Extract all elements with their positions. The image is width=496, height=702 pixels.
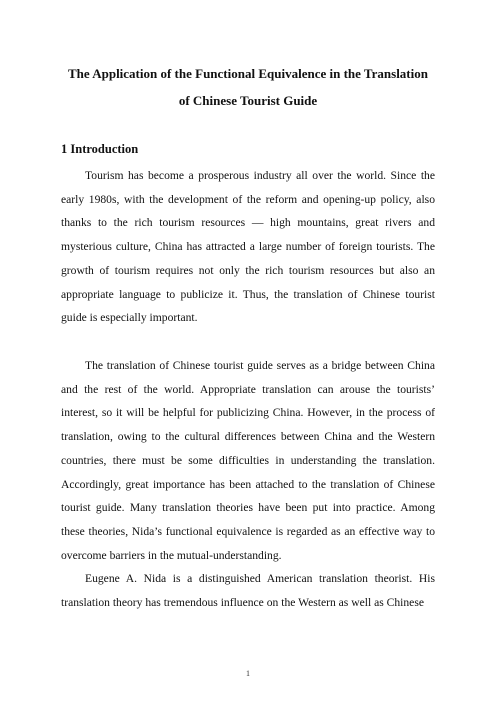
paragraph-3: Eugene A. Nida is a distinguished American translation theorist. His translation theory has tremendous influence on the Western as well as Chinese bbox=[61, 572, 435, 609]
paragraph-1: Tourism has become a prosperous industry all over the world. Since the early 1980s, with the development of the reform and opening-up policy, also thanks to the rich tourism resources — high mountains, great rivers and mysterious culture, China has attracted a large number of foreign tourists. The growth of tourism requires not only the rich tourism resources but also an appropriate language to publicize it. Thus, the translation of Chinese tourist guide is especially important. bbox=[61, 169, 435, 325]
paragraph-2: The translation of Chinese tourist guide serves as a bridge between China and the rest of the world. Appropriate translation can arouse the tourists’ interest, so it will be helpful for publicizing China. However, in the process of translation, owing to the cultural differences between China and the Western countries, there must be some difficulties in understanding the translation. Accordingly, great importance has been attached to the translation of Chinese tourist guide. Many translation theories have been put into practice. Among these theories, Nida’s functional equivalence is regarded as an effective way to overcome barriers in the mutual-understanding. bbox=[61, 359, 435, 562]
document-title-line-2: of Chinese Tourist Guide bbox=[178, 93, 318, 108]
page-number: 1 bbox=[246, 669, 250, 678]
section-heading-introduction: 1 Introduction bbox=[61, 142, 139, 156]
document-title-line-1: The Application of the Functional Equivalence in the Translation bbox=[68, 66, 428, 81]
